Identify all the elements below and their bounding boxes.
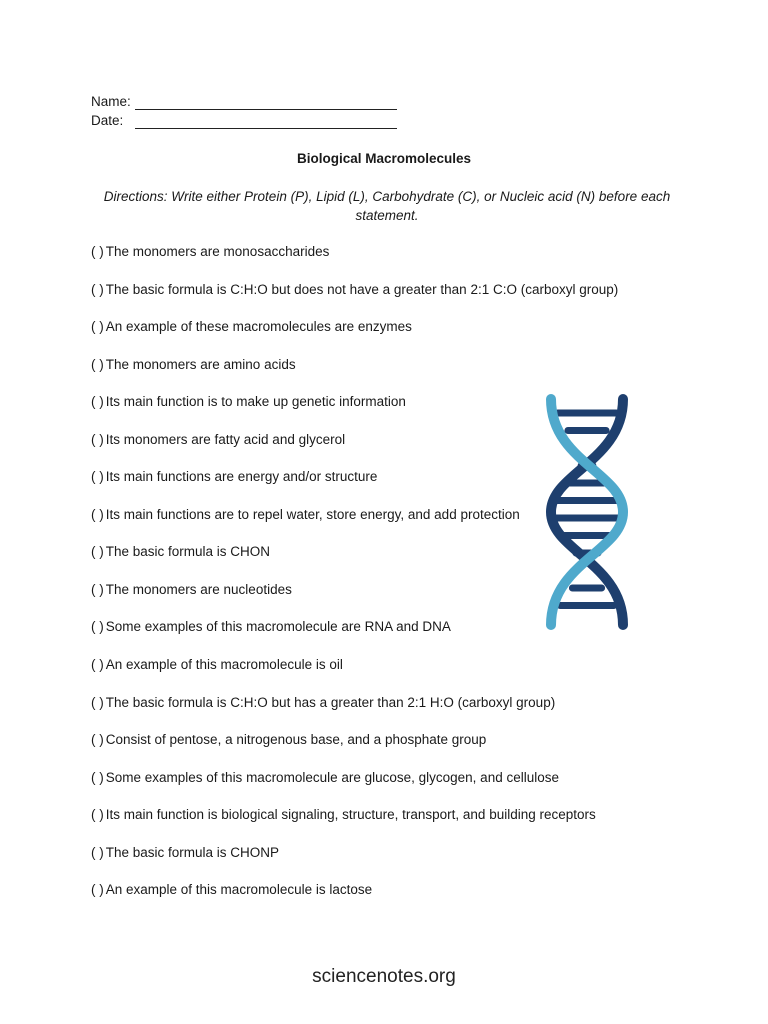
statement-item	[91, 319, 618, 357]
statement-item	[91, 244, 618, 282]
statement-text: An example of these macromolecules are enzymes	[105, 319, 412, 335]
statement-item	[91, 732, 618, 770]
statement-item	[91, 582, 618, 620]
date-field[interactable]	[91, 113, 123, 128]
statement-text: Consist of pentose, a nitrogenous base, and a phosphate group	[105, 732, 487, 748]
statement-text: Its main functions are to repel water, store energy, and add protection	[105, 506, 520, 522]
statement-text: The basic formula is CHONP	[105, 844, 280, 860]
answer-blank[interactable]: ( )	[91, 619, 104, 635]
answer-blank[interactable]: ( )	[91, 807, 104, 823]
footer-site-name: sciencenotes.org	[312, 966, 456, 987]
answer-blank[interactable]: ( )	[91, 281, 104, 297]
answer-blank[interactable]: ( )	[91, 732, 104, 748]
answer-blank[interactable]: ( )	[91, 356, 104, 372]
directions-text: Directions: Write either Protein (P), Lipid (L), Carbohydrate (C), or Nucleic acid (N) before each statement.	[103, 189, 671, 223]
statement-text: The basic formula is C:H:O but does not have a greater than 2:1 C:O (carboxyl group)	[105, 281, 619, 297]
answer-blank[interactable]: ( )	[91, 544, 104, 560]
statement-item	[91, 695, 618, 733]
answer-blank[interactable]: ( )	[91, 319, 104, 335]
statement-text: An example of this macromolecule is oil	[105, 657, 343, 673]
answer-blank[interactable]: ( )	[91, 244, 104, 259]
statement-item	[91, 657, 618, 695]
statement-text: Its main functions are energy and/or structure	[105, 469, 378, 485]
statement-item	[91, 357, 618, 395]
statement-text: The monomers are monosaccharides	[105, 244, 330, 259]
answer-blank[interactable]: ( )	[91, 882, 104, 898]
statement-text: Its monomers are fatty acid and glycerol	[105, 431, 346, 447]
statement-item	[91, 807, 618, 845]
answer-blank[interactable]: ( )	[91, 581, 104, 597]
answer-blank[interactable]: ( )	[91, 506, 104, 522]
statement-text: Its main function is to make up genetic information	[105, 394, 406, 410]
statement-item	[91, 469, 618, 507]
answer-blank[interactable]: ( )	[91, 394, 104, 410]
statement-item	[91, 845, 618, 883]
name-blank-line[interactable]	[135, 109, 397, 110]
answer-blank[interactable]: ( )	[91, 469, 104, 485]
statement-text: Its main function is biological signaling, structure, transport, and building receptors	[105, 807, 596, 823]
date-label: Date:	[91, 113, 124, 128]
date-blank-line[interactable]	[135, 128, 397, 129]
answer-blank[interactable]: ( )	[91, 431, 104, 447]
name-label: Name:	[91, 94, 131, 109]
statement-text: The basic formula is CHON	[105, 544, 271, 560]
statement-list	[91, 244, 618, 920]
dna-double-helix-icon	[541, 391, 633, 633]
worksheet-title: Biological Macromolecules	[296, 151, 472, 166]
answer-blank[interactable]: ( )	[91, 694, 104, 710]
name-field[interactable]	[91, 94, 131, 109]
answer-blank[interactable]: ( )	[91, 769, 104, 785]
statement-item	[91, 770, 618, 808]
statement-text: Some examples of this macromolecule are glucose, glycogen, and cellulose	[105, 769, 559, 785]
statement-text: Some examples of this macromolecule are RNA and DNA	[105, 619, 451, 635]
statement-item	[91, 882, 618, 920]
statement-text: An example of this macromolecule is lactose	[105, 882, 373, 898]
statement-text: The basic formula is C:H:O but has a greater than 2:1 H:O (carboxyl group)	[105, 694, 556, 710]
statement-item	[91, 432, 618, 470]
answer-blank[interactable]: ( )	[91, 844, 104, 860]
answer-blank[interactable]: ( )	[91, 657, 104, 673]
statement-text: The monomers are nucleotides	[105, 581, 292, 597]
statement-item	[91, 282, 618, 320]
statement-item	[91, 394, 618, 432]
statement-text: The monomers are amino acids	[105, 356, 296, 372]
statement-item	[91, 619, 618, 657]
statement-item	[91, 544, 618, 582]
statement-item	[91, 507, 618, 545]
